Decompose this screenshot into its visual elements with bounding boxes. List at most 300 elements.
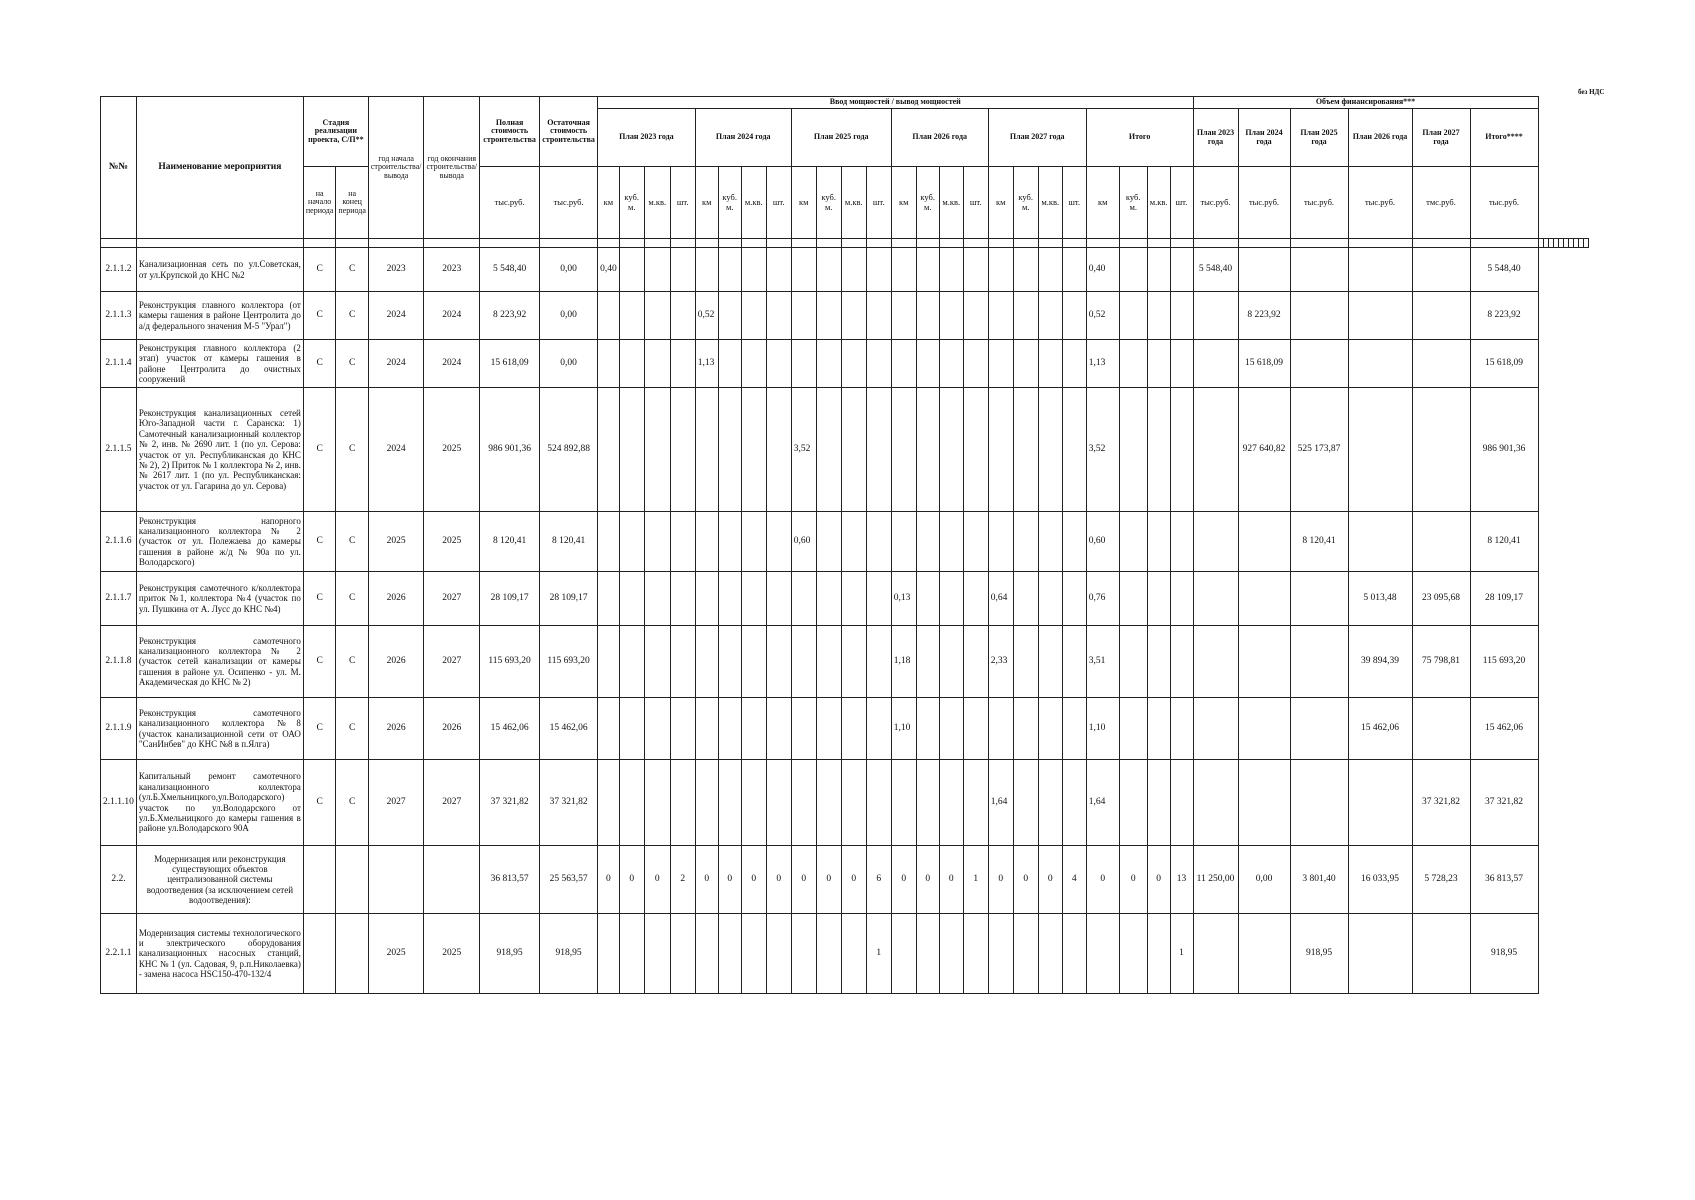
row-capacity-value: 1,64 bbox=[1086, 760, 1119, 846]
row-financing-value bbox=[1193, 388, 1238, 512]
header-fin-2023: План 2023 года bbox=[1193, 109, 1238, 167]
row-year-start: 2026 bbox=[368, 626, 424, 698]
row-financing-value bbox=[1238, 572, 1290, 626]
row-capacity-value bbox=[1170, 572, 1193, 626]
row-capacity-value bbox=[1147, 914, 1170, 994]
row-capacity-value bbox=[841, 340, 866, 388]
row-financing-value: 918,95 bbox=[1470, 914, 1538, 994]
row-capacity-value bbox=[866, 760, 891, 846]
header-unit: шт. bbox=[1170, 167, 1193, 239]
row-capacity-value bbox=[1038, 512, 1062, 572]
row-capacity-value bbox=[766, 388, 791, 512]
row-capacity-value bbox=[916, 572, 939, 626]
row-capacity-value bbox=[644, 248, 670, 292]
row-capacity-value: 0,60 bbox=[1086, 512, 1119, 572]
row-capacity-value bbox=[816, 340, 841, 388]
row-capacity-value bbox=[598, 698, 620, 760]
row-year-start: 2024 bbox=[368, 292, 424, 340]
row-capacity-value bbox=[916, 914, 939, 994]
row-capacity-value bbox=[1013, 760, 1038, 846]
row-capacity-value bbox=[644, 340, 670, 388]
row-capacity-value bbox=[1119, 248, 1147, 292]
row-financing-value: 115 693,20 bbox=[1470, 626, 1538, 698]
row-capacity-value: 1,13 bbox=[695, 340, 718, 388]
row-capacity-value bbox=[1013, 340, 1038, 388]
header-unit: шт. bbox=[963, 167, 988, 239]
row-capacity-value bbox=[816, 626, 841, 698]
row-capacity-value bbox=[1013, 388, 1038, 512]
row-capacity-value bbox=[644, 760, 670, 846]
row-capacity-value: 0 bbox=[1119, 846, 1147, 914]
row-capacity-value: 0 bbox=[598, 846, 620, 914]
row-capacity-value bbox=[695, 760, 718, 846]
row-capacity-value bbox=[963, 760, 988, 846]
row-capacity-value bbox=[791, 572, 816, 626]
row-capacity-value bbox=[695, 248, 718, 292]
row-capacity-value bbox=[766, 626, 791, 698]
row-stage-end bbox=[336, 846, 369, 914]
row-capacity-value bbox=[1013, 572, 1038, 626]
row-stage-start: С bbox=[303, 512, 336, 572]
row-name: Реконструкция главного коллектора (2 этап) участок от камеры гашения в районе Центролита до очистных сооружений bbox=[136, 340, 303, 388]
header-year-end: год окончания строительства/ вывода bbox=[424, 97, 480, 239]
row-code: 2.1.1.5 bbox=[101, 388, 137, 512]
row-capacity-value bbox=[1170, 760, 1193, 846]
row-capacity-value: 0 bbox=[1013, 846, 1038, 914]
row-capacity-value bbox=[718, 626, 741, 698]
row-capacity-value bbox=[916, 512, 939, 572]
row-capacity-value bbox=[741, 292, 766, 340]
row-capacity-value bbox=[1119, 292, 1147, 340]
header-full-cost: Полная стоимость строительства bbox=[480, 97, 540, 167]
row-capacity-value bbox=[619, 698, 644, 760]
header-financing: Объем финансирования*** bbox=[1193, 97, 1538, 109]
header-stage-start: на начало периода bbox=[303, 167, 336, 239]
row-year-start: 2026 bbox=[368, 698, 424, 760]
row-financing-value bbox=[1348, 340, 1412, 388]
row-capacity-value bbox=[644, 292, 670, 340]
row-capacity-value bbox=[1147, 760, 1170, 846]
header-unit: м.кв. bbox=[644, 167, 670, 239]
header-unit: куб. м. bbox=[916, 167, 939, 239]
row-capacity-value bbox=[718, 698, 741, 760]
row-capacity-value: 0 bbox=[841, 846, 866, 914]
row-financing-value bbox=[1193, 760, 1238, 846]
row-capacity-value bbox=[1062, 914, 1086, 994]
row-capacity-value bbox=[598, 388, 620, 512]
header-capacity: Ввод мощностей / вывод мощностей bbox=[598, 97, 1193, 109]
row-capacity-value bbox=[963, 340, 988, 388]
row-financing-value bbox=[1193, 340, 1238, 388]
header-plan-2027: План 2027 года bbox=[988, 109, 1086, 167]
row-capacity-value: 3,51 bbox=[1086, 626, 1119, 698]
row-financing-value bbox=[1290, 760, 1348, 846]
row-name: Реконструкция самотечного канализационного коллектора № 2 (участок сетей канализации от камеры гашения в районе ул. Осипенко - ул. М. Академическая до КНС № 2) bbox=[136, 626, 303, 698]
row-financing-value bbox=[1412, 248, 1470, 292]
row-capacity-value bbox=[1119, 340, 1147, 388]
header-num: №№ bbox=[101, 97, 137, 239]
row-capacity-value bbox=[988, 914, 1013, 994]
row-capacity-value bbox=[1147, 340, 1170, 388]
row-capacity-value bbox=[816, 512, 841, 572]
row-capacity-value bbox=[866, 248, 891, 292]
header-plan-2025: План 2025 года bbox=[791, 109, 891, 167]
row-capacity-value bbox=[1038, 340, 1062, 388]
row-stage-start bbox=[303, 846, 336, 914]
row-year-end bbox=[424, 846, 480, 914]
row-capacity-value bbox=[644, 388, 670, 512]
row-financing-value: 986 901,36 bbox=[1470, 388, 1538, 512]
row-capacity-value bbox=[866, 388, 891, 512]
row-financing-value bbox=[1412, 388, 1470, 512]
row-capacity-value bbox=[1062, 248, 1086, 292]
row-capacity-value bbox=[619, 292, 644, 340]
row-capacity-value bbox=[939, 626, 963, 698]
row-capacity-value bbox=[644, 512, 670, 572]
row-stage-end: С bbox=[336, 292, 369, 340]
row-rest-cost: 15 462,06 bbox=[540, 698, 598, 760]
row-year-end: 2027 bbox=[424, 626, 480, 698]
row-rest-cost: 115 693,20 bbox=[540, 626, 598, 698]
row-full-cost: 115 693,20 bbox=[480, 626, 540, 698]
row-capacity-value bbox=[816, 248, 841, 292]
header-unit: куб. м. bbox=[619, 167, 644, 239]
row-code: 2.1.1.8 bbox=[101, 626, 137, 698]
row-name: Реконструкция напорного канализационного коллектора № 2 (участок от ул. Полежаева до камеры гашения в районе ж/д № 90а по ул. Володарского) bbox=[136, 512, 303, 572]
header-unit: км bbox=[598, 167, 620, 239]
row-capacity-value bbox=[841, 292, 866, 340]
row-capacity-value bbox=[1119, 760, 1147, 846]
row-capacity-value: 0 bbox=[718, 846, 741, 914]
row-capacity-value bbox=[963, 572, 988, 626]
row-code: 2.1.1.10 bbox=[101, 760, 137, 846]
row-name: Капитальный ремонт самотечного канализационного коллектора (ул.Б.Хмельницкого,ул.Володарского) участок по ул.Володарского от ул.Б.Хмельницкого до камеры гашения в районе ул.Володарского 90А bbox=[136, 760, 303, 846]
header-unit: куб. м. bbox=[718, 167, 741, 239]
row-capacity-value bbox=[891, 512, 916, 572]
row-capacity-value: 0,40 bbox=[598, 248, 620, 292]
table-row bbox=[101, 698, 1589, 760]
row-financing-value bbox=[1238, 626, 1290, 698]
row-year-start: 2027 bbox=[368, 760, 424, 846]
row-capacity-value bbox=[1062, 626, 1086, 698]
row-code: 2.1.1.4 bbox=[101, 340, 137, 388]
row-capacity-value bbox=[916, 292, 939, 340]
row-capacity-value bbox=[891, 760, 916, 846]
row-financing-value: 15 618,09 bbox=[1470, 340, 1538, 388]
row-capacity-value bbox=[741, 388, 766, 512]
row-capacity-value bbox=[1119, 388, 1147, 512]
row-capacity-value bbox=[718, 914, 741, 994]
row-capacity-value bbox=[916, 698, 939, 760]
table-row bbox=[101, 572, 1589, 626]
row-capacity-value bbox=[1119, 914, 1147, 994]
row-year-start: 2025 bbox=[368, 512, 424, 572]
row-year-start: 2024 bbox=[368, 388, 424, 512]
row-financing-value: 525 173,87 bbox=[1290, 388, 1348, 512]
row-code: 2.2.1.1 bbox=[101, 914, 137, 994]
row-capacity-value bbox=[619, 760, 644, 846]
row-capacity-value bbox=[1013, 626, 1038, 698]
row-capacity-value bbox=[866, 292, 891, 340]
row-capacity-value bbox=[670, 340, 695, 388]
row-capacity-value bbox=[598, 340, 620, 388]
row-rest-cost: 37 321,82 bbox=[540, 760, 598, 846]
row-capacity-value bbox=[1038, 388, 1062, 512]
row-capacity-value bbox=[644, 572, 670, 626]
header-plan-total: Итого bbox=[1086, 109, 1193, 167]
row-capacity-value bbox=[644, 698, 670, 760]
row-capacity-value bbox=[1013, 248, 1038, 292]
row-capacity-value bbox=[1119, 626, 1147, 698]
row-financing-value: 39 894,39 bbox=[1348, 626, 1412, 698]
row-capacity-value bbox=[644, 626, 670, 698]
row-rest-cost: 28 109,17 bbox=[540, 572, 598, 626]
row-capacity-value bbox=[1013, 512, 1038, 572]
row-capacity-value bbox=[916, 760, 939, 846]
row-year-start bbox=[368, 846, 424, 914]
row-capacity-value bbox=[741, 698, 766, 760]
header-unit: шт. bbox=[766, 167, 791, 239]
row-capacity-value bbox=[766, 340, 791, 388]
row-capacity-value bbox=[1147, 572, 1170, 626]
header-plan-2024: План 2024 года bbox=[695, 109, 791, 167]
row-capacity-value bbox=[1170, 698, 1193, 760]
row-capacity-value bbox=[766, 698, 791, 760]
row-capacity-value bbox=[816, 292, 841, 340]
row-financing-value bbox=[1290, 248, 1348, 292]
row-financing-value: 8 223,92 bbox=[1470, 292, 1538, 340]
row-capacity-value bbox=[841, 572, 866, 626]
row-code: 2.1.1.3 bbox=[101, 292, 137, 340]
header-fin-unit: тыс.руб. bbox=[1193, 167, 1238, 239]
row-full-cost: 8 120,41 bbox=[480, 512, 540, 572]
row-financing-value: 75 798,81 bbox=[1412, 626, 1470, 698]
row-year-end: 2025 bbox=[424, 512, 480, 572]
row-capacity-value bbox=[695, 512, 718, 572]
table-row bbox=[101, 248, 1589, 292]
row-capacity-value bbox=[619, 572, 644, 626]
header-fin-unit: тыс.руб. bbox=[1348, 167, 1412, 239]
row-financing-value bbox=[1290, 340, 1348, 388]
row-financing-value bbox=[1348, 914, 1412, 994]
row-capacity-value: 0 bbox=[619, 846, 644, 914]
header-unit: м.кв. bbox=[841, 167, 866, 239]
row-capacity-value bbox=[988, 248, 1013, 292]
row-capacity-value bbox=[718, 248, 741, 292]
row-capacity-value bbox=[939, 572, 963, 626]
row-capacity-value bbox=[841, 760, 866, 846]
row-full-cost: 986 901,36 bbox=[480, 388, 540, 512]
row-capacity-value bbox=[939, 248, 963, 292]
header-full-unit: тыс.руб. bbox=[480, 167, 540, 239]
row-capacity-value bbox=[1062, 512, 1086, 572]
row-full-cost: 918,95 bbox=[480, 914, 540, 994]
row-capacity-value bbox=[939, 512, 963, 572]
row-stage-start: С bbox=[303, 292, 336, 340]
row-capacity-value bbox=[1062, 572, 1086, 626]
row-financing-value bbox=[1412, 512, 1470, 572]
row-financing-value: 15 462,06 bbox=[1348, 698, 1412, 760]
row-year-end: 2025 bbox=[424, 914, 480, 994]
row-capacity-value: 0 bbox=[1038, 846, 1062, 914]
row-year-start: 2025 bbox=[368, 914, 424, 994]
row-capacity-value bbox=[741, 248, 766, 292]
row-code: 2.1.1.7 bbox=[101, 572, 137, 626]
row-capacity-value bbox=[598, 572, 620, 626]
row-capacity-value: 0 bbox=[1086, 846, 1119, 914]
header-stage-end: на конец периода bbox=[336, 167, 369, 239]
row-capacity-value bbox=[1038, 914, 1062, 994]
row-capacity-value bbox=[916, 340, 939, 388]
row-capacity-value: 13 bbox=[1170, 846, 1193, 914]
header-fin-2026: План 2026 года bbox=[1348, 109, 1412, 167]
row-financing-value bbox=[1193, 572, 1238, 626]
row-rest-cost: 0,00 bbox=[540, 292, 598, 340]
table-row bbox=[101, 388, 1589, 512]
row-capacity-value bbox=[816, 388, 841, 512]
header-fin-2024: План 2024 года bbox=[1238, 109, 1290, 167]
row-financing-value bbox=[1290, 572, 1348, 626]
row-capacity-value bbox=[791, 248, 816, 292]
header-unit: м.кв. bbox=[1147, 167, 1170, 239]
row-capacity-value: 3,52 bbox=[1086, 388, 1119, 512]
row-capacity-value: 1,10 bbox=[891, 698, 916, 760]
row-stage-end: С bbox=[336, 698, 369, 760]
row-capacity-value bbox=[988, 698, 1013, 760]
row-capacity-value bbox=[791, 698, 816, 760]
row-capacity-value bbox=[1038, 572, 1062, 626]
row-capacity-value bbox=[963, 248, 988, 292]
row-capacity-value: 1 bbox=[866, 914, 891, 994]
row-financing-value bbox=[1348, 292, 1412, 340]
row-stage-start: С bbox=[303, 760, 336, 846]
row-capacity-value bbox=[891, 340, 916, 388]
row-capacity-value: 1 bbox=[963, 846, 988, 914]
row-stage-start bbox=[303, 914, 336, 994]
row-financing-value: 918,95 bbox=[1290, 914, 1348, 994]
row-capacity-value bbox=[670, 292, 695, 340]
row-financing-value bbox=[1412, 914, 1470, 994]
row-capacity-value bbox=[939, 698, 963, 760]
row-capacity-value: 0 bbox=[766, 846, 791, 914]
row-rest-cost: 25 563,57 bbox=[540, 846, 598, 914]
row-capacity-value bbox=[670, 512, 695, 572]
row-financing-value bbox=[1290, 292, 1348, 340]
row-capacity-value: 0 bbox=[695, 846, 718, 914]
row-capacity-value bbox=[1147, 698, 1170, 760]
row-capacity-value bbox=[619, 512, 644, 572]
row-stage-end: С bbox=[336, 626, 369, 698]
row-capacity-value bbox=[695, 626, 718, 698]
row-name: Реконструкция главного коллектора (от камеры гашения в районе Центролита до а/д федерального значения М-5 "Урал") bbox=[136, 292, 303, 340]
row-capacity-value: 2 bbox=[670, 846, 695, 914]
row-capacity-value bbox=[670, 248, 695, 292]
row-rest-cost: 0,00 bbox=[540, 340, 598, 388]
header-stage: Стадия реализации проекта, С/П** bbox=[303, 97, 368, 167]
row-capacity-value bbox=[766, 248, 791, 292]
row-capacity-value bbox=[841, 248, 866, 292]
header-unit: куб. м. bbox=[1119, 167, 1147, 239]
row-stage-end bbox=[336, 914, 369, 994]
row-capacity-value: 0,60 bbox=[791, 512, 816, 572]
row-capacity-value bbox=[619, 248, 644, 292]
row-capacity-value bbox=[1147, 512, 1170, 572]
row-capacity-value bbox=[791, 292, 816, 340]
row-capacity-value bbox=[598, 626, 620, 698]
row-financing-value bbox=[1238, 760, 1290, 846]
row-financing-value bbox=[1193, 914, 1238, 994]
row-capacity-value bbox=[816, 572, 841, 626]
row-capacity-value: 0,52 bbox=[1086, 292, 1119, 340]
row-capacity-value bbox=[644, 914, 670, 994]
row-capacity-value bbox=[619, 388, 644, 512]
row-financing-value: 37 321,82 bbox=[1470, 760, 1538, 846]
row-capacity-value bbox=[670, 626, 695, 698]
row-capacity-value bbox=[766, 572, 791, 626]
row-capacity-value bbox=[791, 914, 816, 994]
row-financing-value: 927 640,82 bbox=[1238, 388, 1290, 512]
group-row bbox=[101, 846, 1589, 914]
header-unit: км bbox=[695, 167, 718, 239]
row-stage-start: С bbox=[303, 698, 336, 760]
row-capacity-value bbox=[598, 292, 620, 340]
row-financing-value: 5 013,48 bbox=[1348, 572, 1412, 626]
header-plan-2023: План 2023 года bbox=[598, 109, 696, 167]
row-capacity-value bbox=[718, 572, 741, 626]
row-full-cost: 37 321,82 bbox=[480, 760, 540, 846]
row-financing-value: 11 250,00 bbox=[1193, 846, 1238, 914]
row-capacity-value: 0,64 bbox=[988, 572, 1013, 626]
row-capacity-value bbox=[1038, 248, 1062, 292]
row-financing-value bbox=[1193, 698, 1238, 760]
header-unit: куб. м. bbox=[1013, 167, 1038, 239]
header-fin-unit: тмс.руб. bbox=[1412, 167, 1470, 239]
row-financing-value bbox=[1412, 340, 1470, 388]
row-capacity-value bbox=[718, 340, 741, 388]
row-full-cost: 36 813,57 bbox=[480, 846, 540, 914]
row-capacity-value bbox=[1038, 292, 1062, 340]
row-stage-start: С bbox=[303, 388, 336, 512]
row-capacity-value: 0 bbox=[1147, 846, 1170, 914]
header-unit: шт. bbox=[1062, 167, 1086, 239]
row-capacity-value bbox=[963, 388, 988, 512]
row-capacity-value bbox=[963, 914, 988, 994]
row-capacity-value bbox=[916, 248, 939, 292]
table-row bbox=[101, 340, 1589, 388]
row-capacity-value bbox=[1170, 512, 1193, 572]
row-financing-value bbox=[1412, 698, 1470, 760]
row-capacity-value bbox=[766, 292, 791, 340]
row-capacity-value bbox=[1119, 698, 1147, 760]
row-capacity-value bbox=[939, 292, 963, 340]
header-unit: шт. bbox=[866, 167, 891, 239]
table-row bbox=[101, 512, 1589, 572]
row-financing-value bbox=[1412, 292, 1470, 340]
row-capacity-value bbox=[841, 626, 866, 698]
row-capacity-value bbox=[866, 512, 891, 572]
row-capacity-value bbox=[741, 340, 766, 388]
row-year-end: 2024 bbox=[424, 340, 480, 388]
row-stage-start: С bbox=[303, 248, 336, 292]
row-capacity-value: 6 bbox=[866, 846, 891, 914]
row-capacity-value: 0 bbox=[916, 846, 939, 914]
row-capacity-value bbox=[718, 512, 741, 572]
row-code: 2.2. bbox=[101, 846, 137, 914]
row-capacity-value bbox=[1170, 292, 1193, 340]
row-capacity-value bbox=[1086, 914, 1119, 994]
row-stage-end: С bbox=[336, 512, 369, 572]
row-financing-value: 5 728,23 bbox=[1412, 846, 1470, 914]
